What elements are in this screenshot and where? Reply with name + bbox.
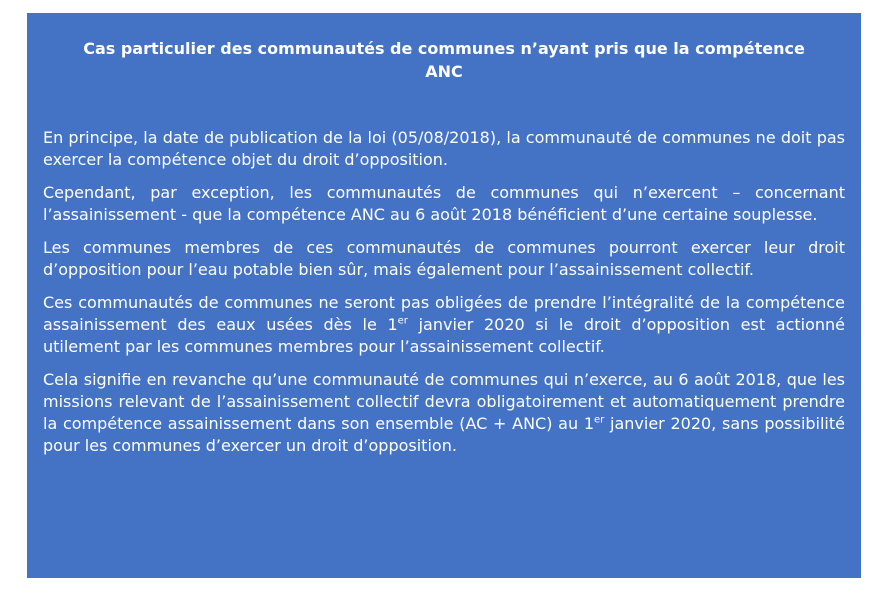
ordinal-superscript: er	[397, 315, 408, 327]
paragraph-consequence	[43, 369, 845, 457]
paragraph-no-obligation	[43, 292, 845, 358]
paragraph-member-communes: Les communes membres de ces communautés de communes pourront exercer leur droit d’opposition pour l’eau potable bien sûr, mais également pour l’assainissement collectif.	[43, 238, 845, 279]
paragraph-consequence-text-end: janvier 2020, sans possibilité pour les communes d’exercer un droit d’opposition.	[43, 414, 845, 455]
paragraph-no-obligation-text-start: Ces communautés de communes ne seront pas obligées de prendre l’intégralité de la compétence assainissement des eaux usées dès le 1	[43, 293, 845, 334]
box-title: Cas particulier des communautés de communes n’ayant pris que la compétence ANC	[83, 39, 805, 81]
paragraph-consequence-text-start: Cela signifie en revanche qu’une communauté de communes qui n’exerce, au 6 août 2018, que les missions relevant de l’assainissement collectif devra obligatoirement et automatiquement prendre la compétence assainissement dans son ensemble (AC + ANC) au 1	[43, 370, 845, 433]
paragraph-principle: En principe, la date de publication de la loi (05/08/2018), la communauté de communes ne doit pas exercer la compétence objet du droit d’opposition.	[43, 128, 845, 169]
ordinal-superscript: er	[594, 414, 605, 426]
box-body	[43, 127, 845, 457]
paragraph-no-obligation-text-end: janvier 2020 si le droit d’opposition est actionné utilement par les communes membres pour l’assainissement collectif.	[43, 315, 846, 356]
paragraph-exception: Cependant, par exception, les communautés de communes qui n’exercent – concernant l’assainissement - que la compétence ANC au 6 août 2018 bénéficient d’une certaine souplesse.	[43, 183, 845, 224]
info-box	[27, 13, 861, 578]
